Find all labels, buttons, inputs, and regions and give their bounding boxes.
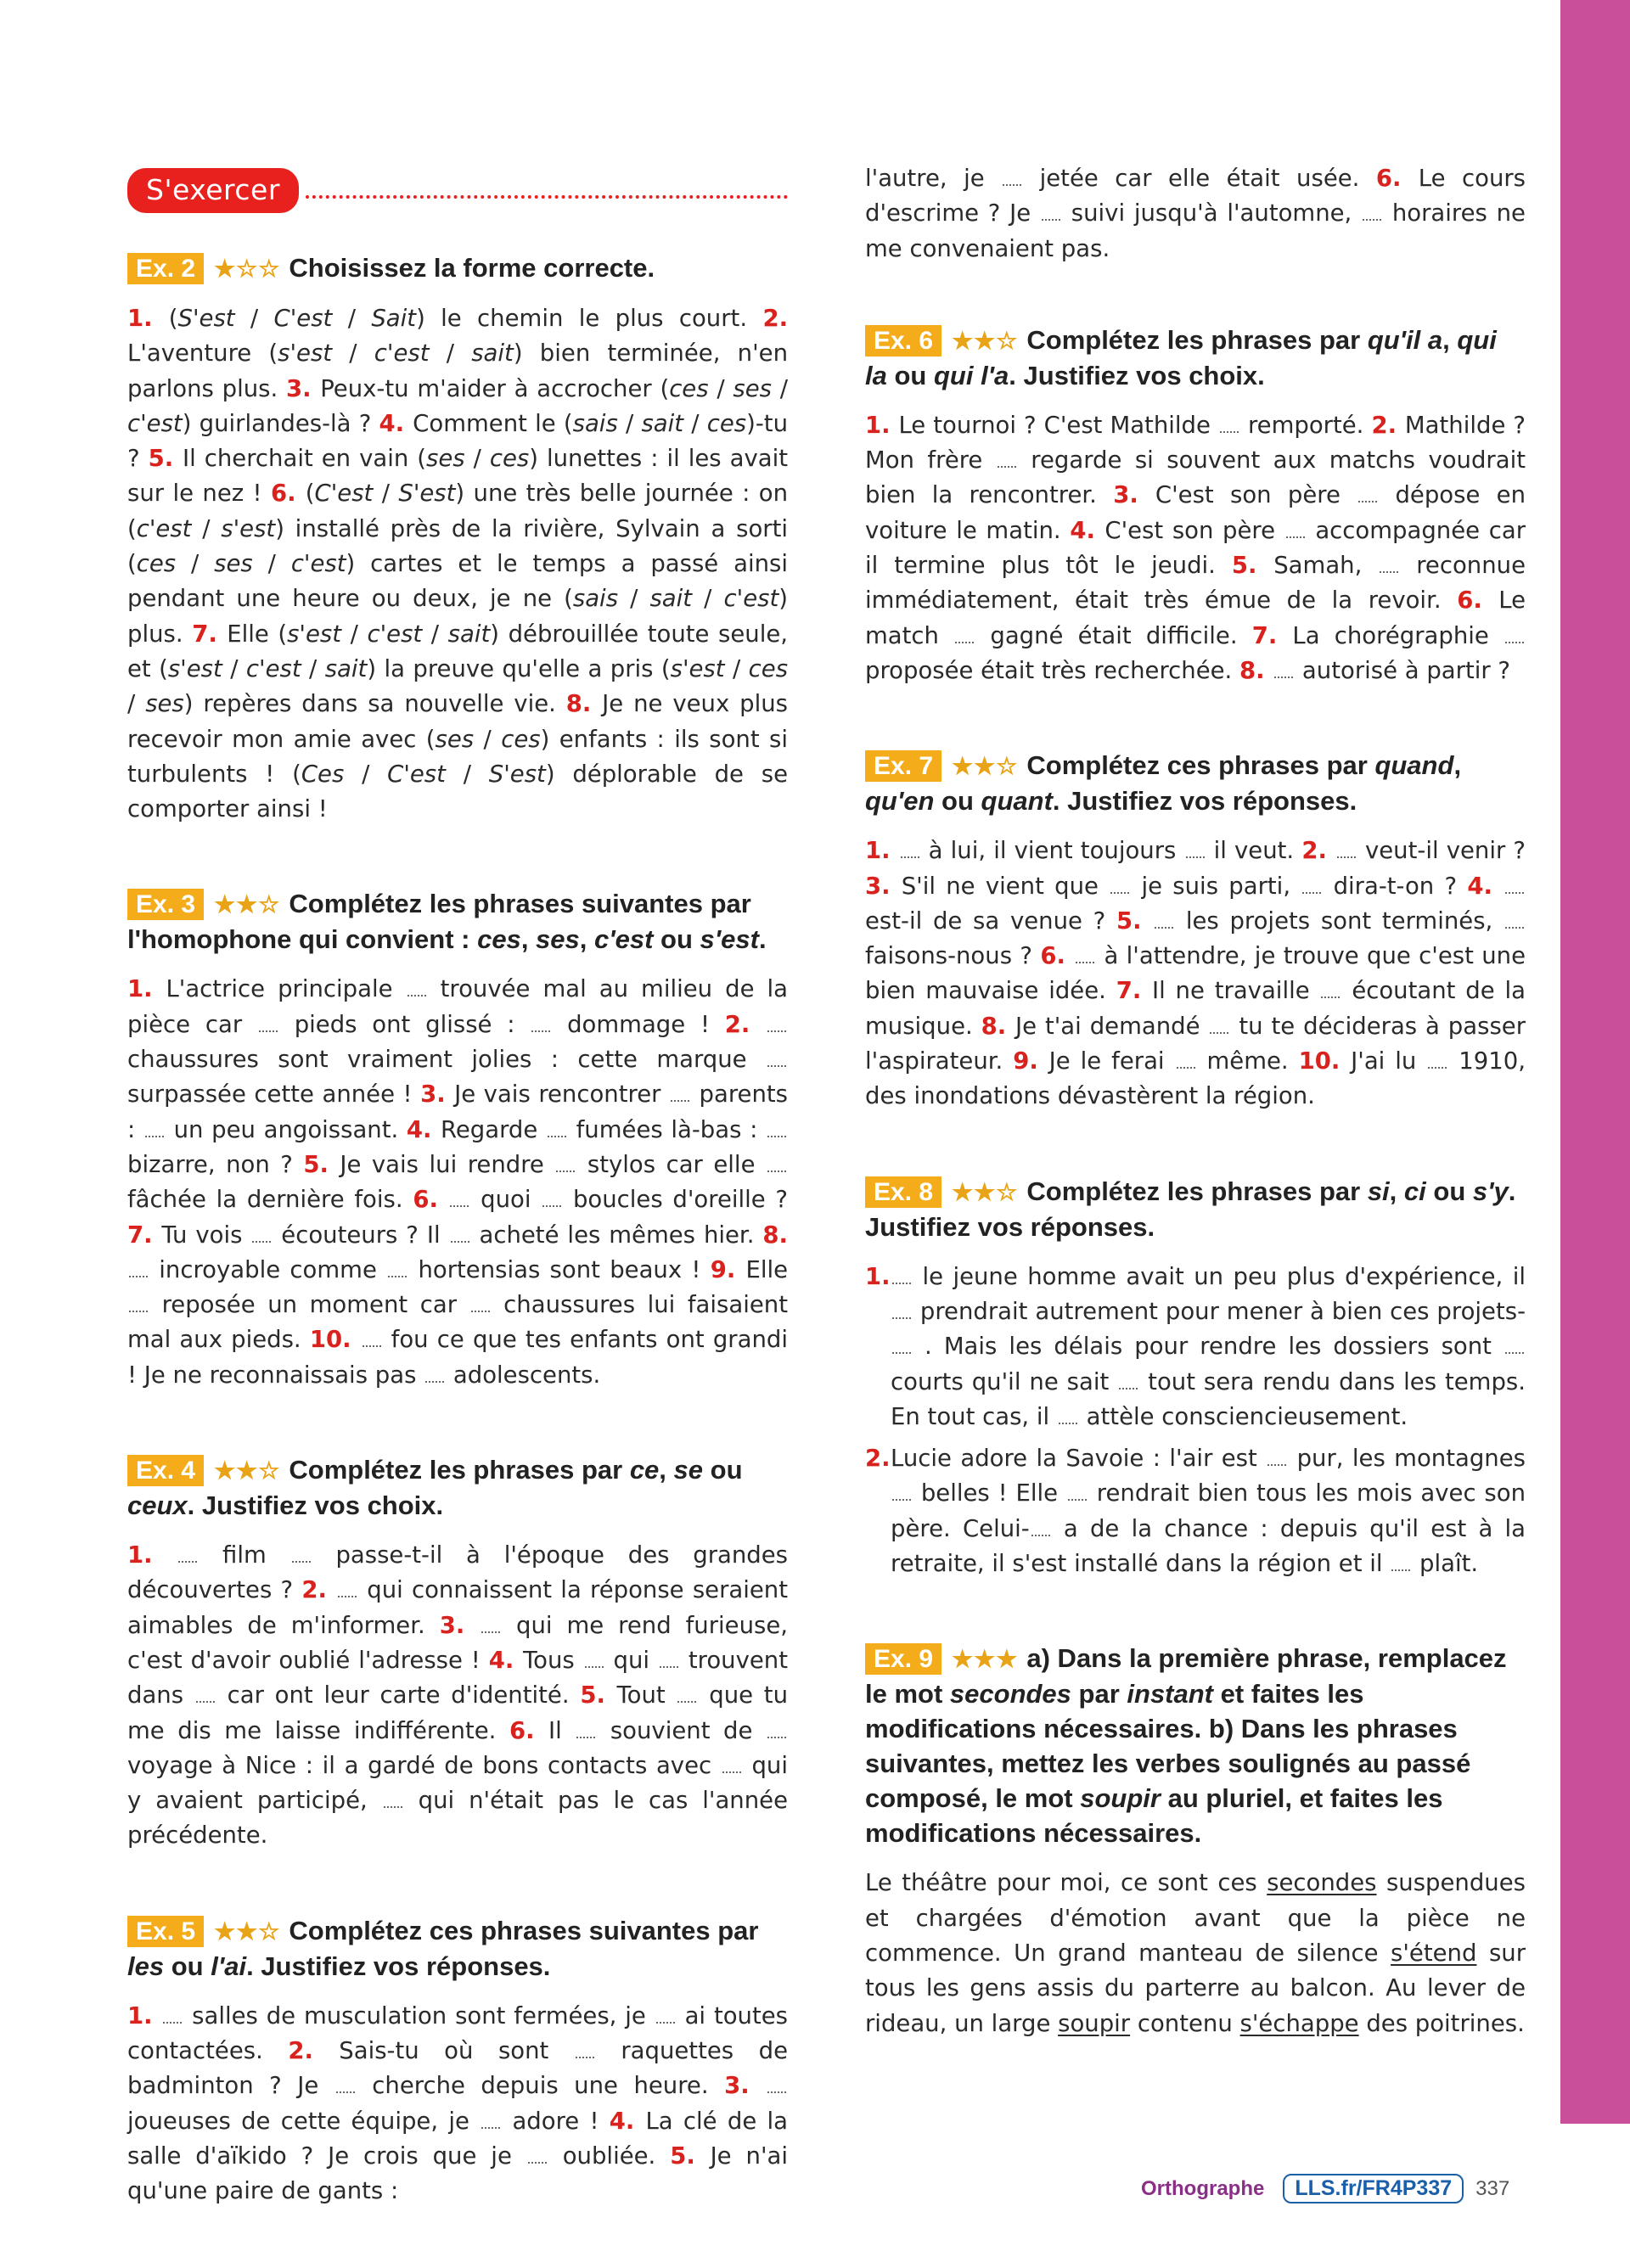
emphasis-text: ces bbox=[501, 725, 541, 753]
blank-field bbox=[481, 2115, 500, 2129]
blank-field bbox=[178, 1549, 197, 1563]
underlined-word: s'étend bbox=[1391, 1939, 1477, 1967]
exercise-body: 1. salles de musculation sont fermées, je ai toutes contactées. 2. Sais-tu où sont raquettes de badminton ? Je cherche depuis une heure. 3. joueuses de cette équipe, je adore ! 4. La clé de la salle d'aïkido ? Je crois que je oubliée. 5. Je n'ai qu'une paire de gants : bbox=[127, 2001, 789, 2205]
emphasis-text: c'est bbox=[136, 514, 192, 542]
item-number: 9. bbox=[1013, 1047, 1049, 1075]
emphasis-text: les bbox=[127, 1951, 165, 1981]
emphasis-text: c'est bbox=[245, 654, 301, 682]
blank-field bbox=[1177, 1055, 1195, 1069]
blank-field bbox=[338, 1584, 357, 1597]
blank-field bbox=[767, 1124, 786, 1137]
exercise-header bbox=[127, 1913, 788, 1984]
item-number: 7. bbox=[127, 1221, 162, 1249]
blank-field bbox=[901, 845, 919, 858]
blank-field bbox=[1031, 1523, 1050, 1536]
emphasis-text: quant bbox=[981, 786, 1053, 817]
blank-field bbox=[548, 1124, 566, 1137]
exercise-5-continuation bbox=[865, 161, 1526, 267]
emphasis-text: ses bbox=[145, 690, 184, 718]
blank-field bbox=[585, 1654, 604, 1668]
emphasis-text: c'est bbox=[374, 340, 430, 368]
blank-field bbox=[259, 1019, 278, 1032]
item-number: 3. bbox=[724, 2072, 767, 2100]
emphasis-text: sais bbox=[572, 585, 619, 613]
item-number: 3. bbox=[439, 1611, 481, 1639]
emphasis-text: ses bbox=[426, 445, 465, 473]
blank-field bbox=[1003, 172, 1021, 186]
item-number: 7. bbox=[192, 620, 228, 648]
blank-field bbox=[471, 1299, 490, 1312]
emphasis-text: ces bbox=[477, 924, 521, 955]
item-text: le jeune homme avait un peu plus d'expérience, il prendrait autrement pour mener à bien ces projets- . Mais les délais pour rendre les dossiers sont courts qu'il ne sait tout sera rendu dans les temps. En tout cas, il attèle consciencieusement. bbox=[891, 1262, 1526, 1430]
emphasis-text: ces bbox=[669, 374, 709, 402]
page-number: 337 bbox=[1475, 2176, 1510, 2200]
emphasis-text: ceux bbox=[127, 1490, 188, 1521]
exercise-instruction: Complétez les phrases par si, ci ou s'y. Justifiez vos réponses. bbox=[865, 1176, 1516, 1242]
exercise-instruction: Choisissez la forme correcte. bbox=[289, 253, 655, 283]
item-number: 6. bbox=[1457, 587, 1499, 615]
blank-field bbox=[1155, 915, 1173, 929]
emphasis-text: c'est bbox=[127, 409, 183, 437]
item-number: 3. bbox=[286, 374, 321, 402]
exercise-instruction: a) Dans la première phrase, remplacez le mot secondes par instant et faites les modifications nécessaires. b) Dans les phrases suivantes, mettez les verbes soulignés au passé composé, le mot soupir au pluriel, et faites les modifications nécessaires. bbox=[865, 1643, 1507, 1849]
emphasis-text: sais bbox=[572, 409, 618, 437]
emphasis-text: Ces bbox=[301, 760, 345, 788]
item-number: 4. bbox=[379, 409, 413, 437]
blank-field bbox=[1220, 419, 1239, 433]
blank-field bbox=[767, 1725, 786, 1738]
emphasis-text: qui l'a bbox=[933, 360, 1009, 390]
difficulty-stars-icon: ★☆☆ bbox=[214, 255, 281, 282]
emphasis-text: sait bbox=[641, 409, 684, 437]
footer-link[interactable]: LLS.fr/FR4P337 bbox=[1283, 2174, 1464, 2203]
exercise-instruction: Complétez les phrases suivantes par l'homophone qui convient : ces, ses, c'est ou s'est. bbox=[127, 889, 767, 955]
section-header bbox=[127, 168, 788, 213]
item-number: 5. bbox=[670, 2142, 711, 2170]
blank-field bbox=[1505, 1340, 1524, 1354]
exercise-body: 1. Le tournoi ? C'est Mathilde remporté. 2. Mathilde ? Mon frère regarde si souvent aux matchs voudrait bien la rencontrer. 3. C'est son père dépose en voiture le matin. 4. C'est son père accompagnée car il termine plus tôt le jeudi. 5. Samah, reconnue immédiatement, était très émue de la revoir. 6. Le match gagné était difficile. 7. La chorégraphie proposée était très recherchée. 8. autorisé à partir ? bbox=[865, 411, 1526, 684]
item-number: 8. bbox=[565, 690, 603, 718]
exercise-body: 1. film passe-t-il à l'époque des grandes découvertes ? 2. qui connaissent la réponse seraient aimables de m'informer. 3. qui me rend furieuse, c'est d'avoir oublié l'adresse ! 4. Tous qui trouvent dans car ont leur carte d'identité. 5. Tout que tu me dis me laisse indifférente. 6. Il souvient de voyage à Nice : il a gardé de bons contacts avec qui y avaient participé, qui n'était pas le cas l'année précédente. bbox=[127, 1541, 789, 1850]
exercise-instruction: Complétez les phrases par ce, se ou ceux. Justifiez vos choix. bbox=[127, 1455, 743, 1521]
exercise-badge: Ex. 5 bbox=[127, 1916, 204, 1947]
emphasis-text: s'est bbox=[221, 514, 276, 542]
exercise-badge: Ex. 4 bbox=[127, 1455, 204, 1486]
blank-field bbox=[1358, 489, 1377, 502]
emphasis-text: secondes bbox=[949, 1679, 1071, 1709]
blank-field bbox=[531, 1019, 550, 1032]
blank-field bbox=[892, 1305, 911, 1319]
blank-field bbox=[1505, 880, 1524, 894]
page-footer bbox=[1141, 2174, 1509, 2203]
exercise-body: l'autre, je jetée car elle était usée. 6. Le cours d'escrime ? Je suivi jusqu'à l'automne, horaires ne me convenaient pas. bbox=[865, 165, 1526, 262]
exercise-badge: Ex. 7 bbox=[865, 750, 941, 782]
emphasis-text: ses bbox=[536, 924, 580, 955]
exercise-header bbox=[127, 886, 788, 957]
exercise-3 bbox=[127, 886, 788, 1393]
emphasis-text: ses bbox=[435, 725, 475, 753]
item-number: 2. bbox=[288, 2036, 340, 2064]
blank-field bbox=[292, 1549, 311, 1563]
blank-field bbox=[660, 1654, 678, 1668]
blank-field bbox=[556, 1159, 575, 1172]
blank-field bbox=[388, 1264, 407, 1277]
emphasis-text: ces bbox=[748, 654, 789, 682]
blank-field bbox=[677, 1689, 696, 1703]
emphasis-text: sait bbox=[471, 340, 514, 368]
item-number: 5. bbox=[1116, 907, 1154, 935]
item-number: 9. bbox=[710, 1255, 746, 1283]
blank-field bbox=[1186, 845, 1205, 858]
underlined-word: s'échappe bbox=[1239, 2009, 1359, 2037]
blank-field bbox=[1119, 1376, 1138, 1389]
blank-field bbox=[450, 1193, 469, 1207]
exercise-header bbox=[865, 748, 1526, 818]
item-number: 2. bbox=[301, 1576, 336, 1604]
emphasis-text: sait bbox=[447, 620, 491, 648]
emphasis-text: S'est bbox=[488, 760, 546, 788]
item-number: 3. bbox=[865, 872, 902, 900]
item-number: 8. bbox=[762, 1221, 788, 1249]
blank-field bbox=[767, 1053, 786, 1067]
emphasis-text: c'est bbox=[367, 620, 423, 648]
exercise-badge: Ex. 9 bbox=[865, 1643, 941, 1675]
left-column bbox=[127, 161, 788, 2268]
exercise-badge: Ex. 3 bbox=[127, 889, 204, 920]
blank-field bbox=[1505, 915, 1524, 929]
emphasis-text: sait bbox=[324, 654, 368, 682]
exercise-body: 1. (S'est / C'est / Sait) le chemin le plus court. 2. L'aventure (s'est / c'est / sait) bien terminée, n'en parlons plus. 3. Peux-tu m'aider à accrocher (ces / ses / c'est) guirlandes-là ? 4. Comment le (sais / sait / ces)-tu ? 5. Il cherchait en vain (ses / ces) lunettes : il les avait sur le nez ! 6. (C'est / S'est) une très belle journée : on (c'est / s'est) installé près de la rivière, Sylvain a sorti (ces / ses / c'est) cartes et le temps a passé ainsi pendant une heure ou deux, je ne (sais / sait / c'est) plus. 7. Elle (s'est / c'est / sait) débrouillée toute seule, et (s'est / c'est / sait) la preuve qu'elle a pris (s'est / ces / ses) repères dans sa nouvelle vie. 8. Je ne veux plus recevoir mon amie avec (ses / ces) enfants : ils sont si turbulents ! (Ces / C'est / S'est) déplorable de se comporter ainsi ! bbox=[127, 305, 789, 823]
emphasis-text: Sait bbox=[371, 305, 417, 332]
blank-field bbox=[1059, 1411, 1077, 1424]
blank-field bbox=[722, 1760, 741, 1773]
exercise-badge: Ex. 6 bbox=[865, 325, 941, 356]
exercise-4 bbox=[127, 1452, 788, 1854]
underlined-word: secondes bbox=[1267, 1869, 1377, 1897]
item-number: 4. bbox=[488, 1646, 524, 1674]
blank-field bbox=[336, 2080, 355, 2093]
item-number: 5. bbox=[580, 1681, 617, 1709]
blank-field bbox=[892, 1487, 911, 1501]
emphasis-text: ci bbox=[1403, 1176, 1426, 1206]
exercise-header bbox=[865, 1174, 1526, 1244]
item-number: 4. bbox=[609, 2107, 646, 2135]
emphasis-text: l'ai bbox=[211, 1951, 247, 1981]
blank-field bbox=[129, 1299, 148, 1312]
blank-field bbox=[656, 2010, 675, 2024]
item-number: 3. bbox=[420, 1081, 455, 1109]
emphasis-text: ce bbox=[629, 1455, 660, 1485]
item-number: 8. bbox=[981, 1012, 1015, 1040]
exercise-8 bbox=[865, 1174, 1526, 1582]
blank-field bbox=[528, 2150, 547, 2164]
blank-field bbox=[767, 1019, 786, 1032]
item-number: 2. bbox=[724, 1010, 766, 1038]
item-number: 2. bbox=[1371, 411, 1405, 439]
blank-field bbox=[145, 1124, 164, 1137]
emphasis-text: qu'il a bbox=[1367, 324, 1443, 355]
exercise-6 bbox=[865, 323, 1526, 688]
blank-field bbox=[1110, 880, 1129, 894]
emphasis-text: qu'en bbox=[865, 786, 935, 817]
blank-field bbox=[1321, 985, 1340, 998]
item-number: 8. bbox=[1239, 656, 1273, 684]
underlined-word: soupir bbox=[1058, 2009, 1131, 2037]
emphasis-text: se bbox=[673, 1455, 704, 1485]
emphasis-text: c'est bbox=[290, 550, 346, 578]
emphasis-text: instant bbox=[1127, 1679, 1214, 1709]
difficulty-stars-icon: ★★☆ bbox=[214, 1917, 281, 1945]
blank-field bbox=[384, 1794, 402, 1808]
item-number: 5. bbox=[1231, 552, 1274, 580]
exercise-2 bbox=[127, 250, 788, 827]
emphasis-text: ses bbox=[214, 550, 253, 578]
emphasis-text: C'est bbox=[273, 305, 333, 332]
emphasis-text: C'est bbox=[314, 480, 374, 508]
blank-field bbox=[481, 1620, 500, 1633]
item-number: 7. bbox=[1251, 621, 1293, 649]
item-number: 1. bbox=[127, 1541, 177, 1569]
item-text: Lucie adore la Savoie : l'air est pur, les montagnes belles ! Elle rendrait bien tous les mois avec son père. Celui- a de la chance : depuis qu'il est à la retraite, il s'est installé dans la région et il plaît. bbox=[891, 1445, 1526, 1578]
item-number: 10. bbox=[309, 1326, 361, 1354]
emphasis-text: ces bbox=[136, 550, 177, 578]
item-number: 1. bbox=[865, 411, 899, 439]
item-number: 6. bbox=[270, 480, 306, 508]
blank-field bbox=[671, 1088, 689, 1102]
emphasis-text: s'est bbox=[700, 924, 759, 955]
exercise-5 bbox=[127, 1913, 788, 2209]
blank-field bbox=[425, 1369, 444, 1383]
emphasis-text: s'est bbox=[670, 654, 725, 682]
blank-field bbox=[576, 1725, 595, 1738]
emphasis-text: ces bbox=[706, 409, 747, 437]
exercise-7 bbox=[865, 748, 1526, 1114]
item-number: 6. bbox=[1040, 942, 1075, 970]
blank-field bbox=[1286, 525, 1305, 538]
blank-field bbox=[998, 454, 1016, 468]
emphasis-text: sait bbox=[649, 585, 693, 613]
blank-field bbox=[892, 1340, 911, 1354]
exercise-badge: Ex. 2 bbox=[127, 253, 204, 284]
blank-field bbox=[1380, 559, 1398, 573]
exercise-instruction: Complétez les phrases par qu'il a, qui la ou qui l'a. Justifiez vos choix. bbox=[865, 324, 1497, 390]
item-number: 2. bbox=[1301, 837, 1335, 865]
item-number: 1. bbox=[865, 1262, 891, 1290]
item-number: 6. bbox=[509, 1716, 548, 1744]
difficulty-stars-icon: ★★★ bbox=[952, 1646, 1019, 1673]
item-number: 3. bbox=[1113, 481, 1155, 509]
blank-field bbox=[1210, 1020, 1228, 1034]
exercise-header bbox=[127, 1452, 788, 1523]
section-title: S'exercer bbox=[127, 168, 299, 213]
item-number: 5. bbox=[303, 1150, 340, 1178]
blank-field bbox=[1337, 845, 1356, 858]
exercise-header bbox=[865, 323, 1526, 393]
side-color-band bbox=[1560, 0, 1630, 2124]
emphasis-text: ses bbox=[733, 374, 772, 402]
blank-field bbox=[1302, 880, 1321, 894]
exercise-9 bbox=[865, 1641, 1526, 2041]
exercise-body: 1. à lui, il vient toujours il veut. 2. veut-il venir ? 3. S'il ne vient que je suis parti, dira-t-on ? 4. est-il de sa venue ? 5. les projets sont terminés, faisons-nous ? 6. à l'attendre, je trouve que c'est une bien mauvaise idée. 7. Il ne travaille écoutant de la musique. 8. Je t'ai demandé tu te décideras à passer l'aspirateur. 9. Je le ferai même. 10. J'ai lu 1910, des inondations dévastèrent la région. bbox=[865, 837, 1526, 1110]
item-number: 5. bbox=[148, 445, 183, 473]
item-number: 1. bbox=[127, 2001, 162, 2029]
exercise-header bbox=[127, 250, 788, 286]
emphasis-text: c'est bbox=[594, 924, 654, 955]
blank-field bbox=[363, 1333, 381, 1347]
item-number: 1. bbox=[865, 837, 899, 865]
blank-field bbox=[892, 1271, 911, 1284]
exercise-instruction: Complétez ces phrases suivantes par les ou l'ai. Justifiez vos réponses. bbox=[127, 1915, 759, 1981]
difficulty-stars-icon: ★★☆ bbox=[952, 327, 1019, 354]
blank-field bbox=[767, 1159, 786, 1172]
list-item bbox=[865, 1260, 1526, 1434]
exercise-body bbox=[865, 1260, 1526, 1582]
emphasis-text: S'est bbox=[398, 480, 456, 508]
exercise-body: Le théâtre pour moi, ce sont ces secondes suspendues et chargées d'émotion avant que la pièce ne commence. Un grand manteau de silence s'étend sur tous les gens assis du parterre au balcon. Au lever de rideau, un large soupir contenu s'échappe des poitrines. bbox=[865, 1869, 1526, 2037]
emphasis-text: C'est bbox=[387, 760, 446, 788]
item-number: 7. bbox=[1116, 977, 1152, 1005]
difficulty-stars-icon: ★★☆ bbox=[952, 753, 1019, 780]
item-number: 4. bbox=[1467, 872, 1504, 900]
emphasis-text: quand bbox=[1374, 750, 1454, 781]
blank-field bbox=[1391, 1558, 1410, 1571]
item-number: 2. bbox=[865, 1445, 891, 1473]
blank-field bbox=[1076, 950, 1094, 963]
emphasis-text: soupir bbox=[1080, 1783, 1161, 1814]
emphasis-text: si bbox=[1367, 1176, 1390, 1206]
blank-field bbox=[542, 1193, 561, 1207]
blank-field bbox=[955, 630, 974, 643]
exercise-body: 1. L'actrice principale trouvée mal au milieu de la pièce car pieds ont glissé : dommage ! 2. chaussures sont vraiment jolies : cette marque surpassée cette année ! 3. Je vais rencontrer parents : un peu angoissant. 4. Regarde fumées là-bas : bizarre, non ? 5. Je vais lui rendre stylos car elle fâchée la dernière fois. 6. quoi boucles d'oreille ? 7. Tu vois écouteurs ? Il acheté les mêmes hier. 8. incroyable comme hortensias sont beaux ! 9. Elle reposée un moment car chaussures lui faisaient mal aux pieds. 10. fou ce que tes enfants ont grandi ! Je ne reconnaissais pas adolescents. bbox=[127, 975, 789, 1389]
blank-field bbox=[1428, 1055, 1447, 1069]
blank-field bbox=[1274, 665, 1293, 678]
section-divider bbox=[306, 183, 788, 199]
blank-field bbox=[767, 2080, 786, 2093]
blank-field bbox=[1363, 207, 1381, 221]
list-item bbox=[865, 1441, 1526, 1581]
item-number: 4. bbox=[1070, 516, 1105, 544]
item-number: 6. bbox=[413, 1186, 449, 1214]
difficulty-stars-icon: ★★☆ bbox=[214, 1457, 281, 1485]
blank-field bbox=[196, 1689, 215, 1703]
blank-field bbox=[408, 983, 426, 996]
emphasis-text: c'est bbox=[723, 585, 779, 613]
item-number: 10. bbox=[1298, 1047, 1352, 1075]
blank-field bbox=[129, 1264, 148, 1277]
blank-field bbox=[1068, 1487, 1087, 1501]
item-number: 1. bbox=[127, 305, 169, 332]
blank-field bbox=[163, 2010, 182, 2024]
item-number: 4. bbox=[406, 1115, 441, 1143]
exercise-badge: Ex. 8 bbox=[865, 1176, 941, 1208]
emphasis-text: s'est bbox=[167, 654, 222, 682]
difficulty-stars-icon: ★★☆ bbox=[952, 1178, 1019, 1205]
blank-field bbox=[576, 2045, 594, 2058]
exercise-instruction: Complétez ces phrases par quand, qu'en ou quant. Justifiez vos réponses. bbox=[865, 750, 1462, 817]
blank-field bbox=[252, 1229, 271, 1243]
item-number: 6. bbox=[1375, 165, 1419, 192]
emphasis-text: s'y bbox=[1472, 1176, 1509, 1206]
blank-field bbox=[451, 1229, 469, 1243]
emphasis-text: s'est bbox=[278, 340, 333, 368]
item-number: 1. bbox=[127, 975, 166, 1003]
blank-field bbox=[1267, 1452, 1286, 1466]
item-number: 2. bbox=[762, 305, 789, 332]
right-column bbox=[865, 161, 1526, 2101]
exercise-header bbox=[865, 1641, 1526, 1850]
blank-field bbox=[1505, 630, 1524, 643]
emphasis-text: ces bbox=[489, 445, 530, 473]
footer-topic: Orthographe bbox=[1141, 2176, 1265, 2200]
blank-field bbox=[1042, 207, 1060, 221]
emphasis-text: S'est bbox=[177, 305, 235, 332]
difficulty-stars-icon: ★★☆ bbox=[214, 891, 281, 918]
emphasis-text: s'est bbox=[287, 620, 342, 648]
emphasis-text: qui la bbox=[865, 324, 1497, 390]
